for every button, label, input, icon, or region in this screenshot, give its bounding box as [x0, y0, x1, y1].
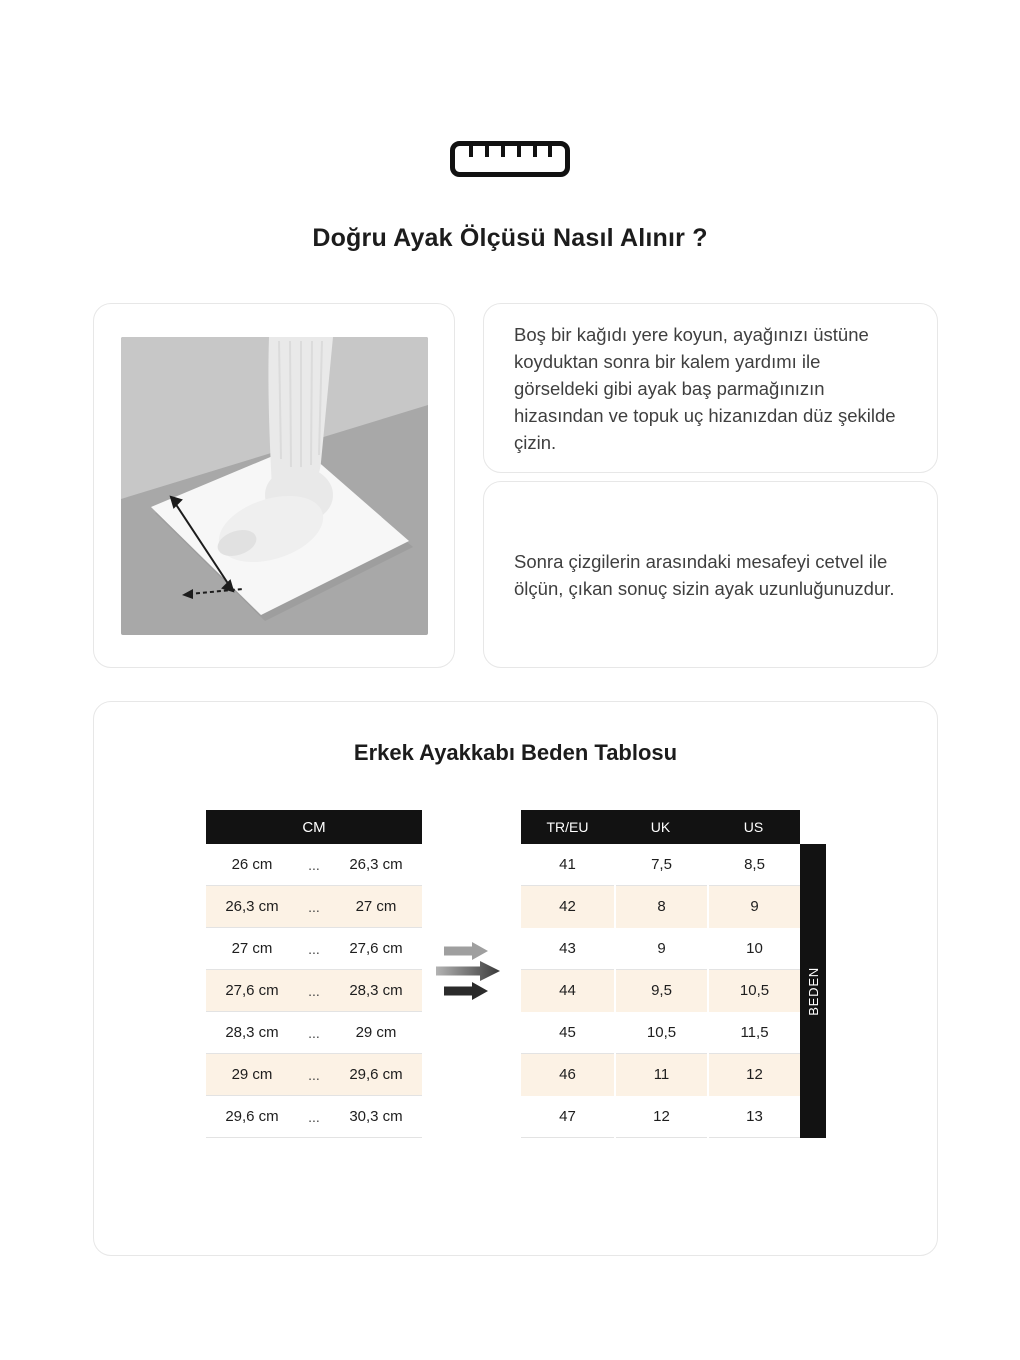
cm-table-row — [206, 1096, 422, 1138]
size-uk: 12 — [614, 1096, 707, 1138]
size-table-row — [521, 1054, 800, 1096]
cm-table-row — [206, 970, 422, 1012]
size-uk: 10,5 — [614, 1012, 707, 1054]
cm-min: 28,3 cm — [225, 1024, 279, 1041]
size-uk: 9,5 — [614, 970, 707, 1012]
cm-max: 27 cm — [355, 898, 397, 915]
size-table-row — [521, 886, 800, 928]
beden-label: BEDEN — [805, 966, 821, 1016]
cm-min: 27 cm — [231, 940, 273, 957]
cm-min: 27,6 cm — [225, 982, 279, 999]
conversion-arrows-icon — [436, 940, 506, 1002]
cm-table-row — [206, 1012, 422, 1054]
cm-max: 29,6 cm — [349, 1066, 403, 1083]
instruction-step-2 — [483, 481, 938, 668]
cm-separator: ... — [308, 1066, 320, 1083]
size-chart-title: Erkek Ayakkabı Beden Tablosu — [353, 740, 678, 765]
size-header-treu: TR/EU — [546, 819, 589, 835]
cm-separator: ... — [308, 898, 320, 915]
size-us: 10 — [707, 928, 800, 970]
instructions-column — [483, 303, 938, 668]
size-table-header — [521, 810, 800, 844]
cm-table-header — [206, 810, 422, 844]
cm-separator: ... — [308, 856, 320, 873]
cm-max: 27,6 cm — [349, 940, 403, 957]
cm-table-row — [206, 886, 422, 928]
instruction-step-1 — [483, 303, 938, 473]
size-table-row — [521, 844, 800, 886]
page-title: Doğru Ayak Ölçüsü Nasıl Alınır ? — [312, 224, 708, 252]
size-treu: 44 — [521, 970, 614, 1012]
cm-max: 26,3 cm — [349, 856, 403, 873]
size-table-row — [521, 1012, 800, 1054]
cm-max: 30,3 cm — [349, 1108, 403, 1125]
cm-separator: ... — [308, 1108, 320, 1125]
ruler-icon — [449, 140, 571, 178]
foot-measurement-photo — [121, 337, 428, 635]
size-header-us: US — [743, 819, 764, 835]
photo-card — [93, 303, 455, 668]
size-table — [521, 810, 800, 1138]
cm-min: 29 cm — [231, 1066, 273, 1083]
cm-table-row — [206, 844, 422, 886]
size-table-row — [521, 970, 800, 1012]
size-uk: 8 — [614, 886, 707, 928]
ruler-icon-container — [0, 140, 1020, 178]
cm-separator: ... — [308, 982, 320, 999]
size-uk: 7,5 — [614, 844, 707, 886]
cm-header-label: CM — [302, 818, 326, 836]
beden-side-bar — [800, 844, 826, 1138]
cm-table — [206, 810, 422, 1138]
size-us: 9 — [707, 886, 800, 928]
size-treu: 46 — [521, 1054, 614, 1096]
size-treu: 45 — [559, 1024, 576, 1041]
cm-min: 29,6 cm — [225, 1108, 279, 1125]
size-chart-card — [93, 701, 938, 1256]
cm-table-row — [206, 928, 422, 970]
size-table-wrap — [521, 810, 826, 1138]
instruction-step-1-text: Boş bir kağıdı yere koyun, ayağınızı üstüne koyduktan sonra bir kalem yardımı ile görseldeki gibi ayak baş parmağınızın hizasından ve topuk uç hizanızdan düz şekilde çizin. — [514, 323, 896, 453]
size-uk: 11 — [614, 1054, 707, 1096]
size-treu: 43 — [559, 940, 576, 957]
size-uk: 9 — [614, 928, 707, 970]
size-table-row — [521, 1096, 800, 1138]
size-us: 10,5 — [707, 970, 800, 1012]
cm-min: 26 cm — [231, 856, 273, 873]
size-treu: 47 — [559, 1108, 576, 1125]
measurement-guide-section — [93, 303, 938, 668]
cm-max: 29 cm — [355, 1024, 397, 1041]
size-us: 8,5 — [707, 844, 800, 886]
cm-separator: ... — [308, 940, 320, 957]
size-us: 12 — [707, 1054, 800, 1096]
size-header-uk: UK — [650, 819, 671, 835]
cm-min: 26,3 cm — [225, 898, 279, 915]
size-treu: 41 — [559, 856, 576, 873]
cm-table-row — [206, 1054, 422, 1096]
size-us: 13 — [707, 1096, 800, 1138]
size-treu: 42 — [521, 886, 614, 928]
cm-max: 28,3 cm — [349, 982, 403, 999]
cm-separator: ... — [308, 1024, 320, 1041]
size-us: 11,5 — [707, 1012, 800, 1054]
size-table-row — [521, 928, 800, 970]
instruction-step-2-text: Sonra çizgilerin arasındaki mesafeyi cetvel ile ölçün, çıkan sonuç sizin ayak uzunluğunuzdur. — [514, 550, 895, 599]
foot-on-paper-illustration — [121, 337, 428, 635]
